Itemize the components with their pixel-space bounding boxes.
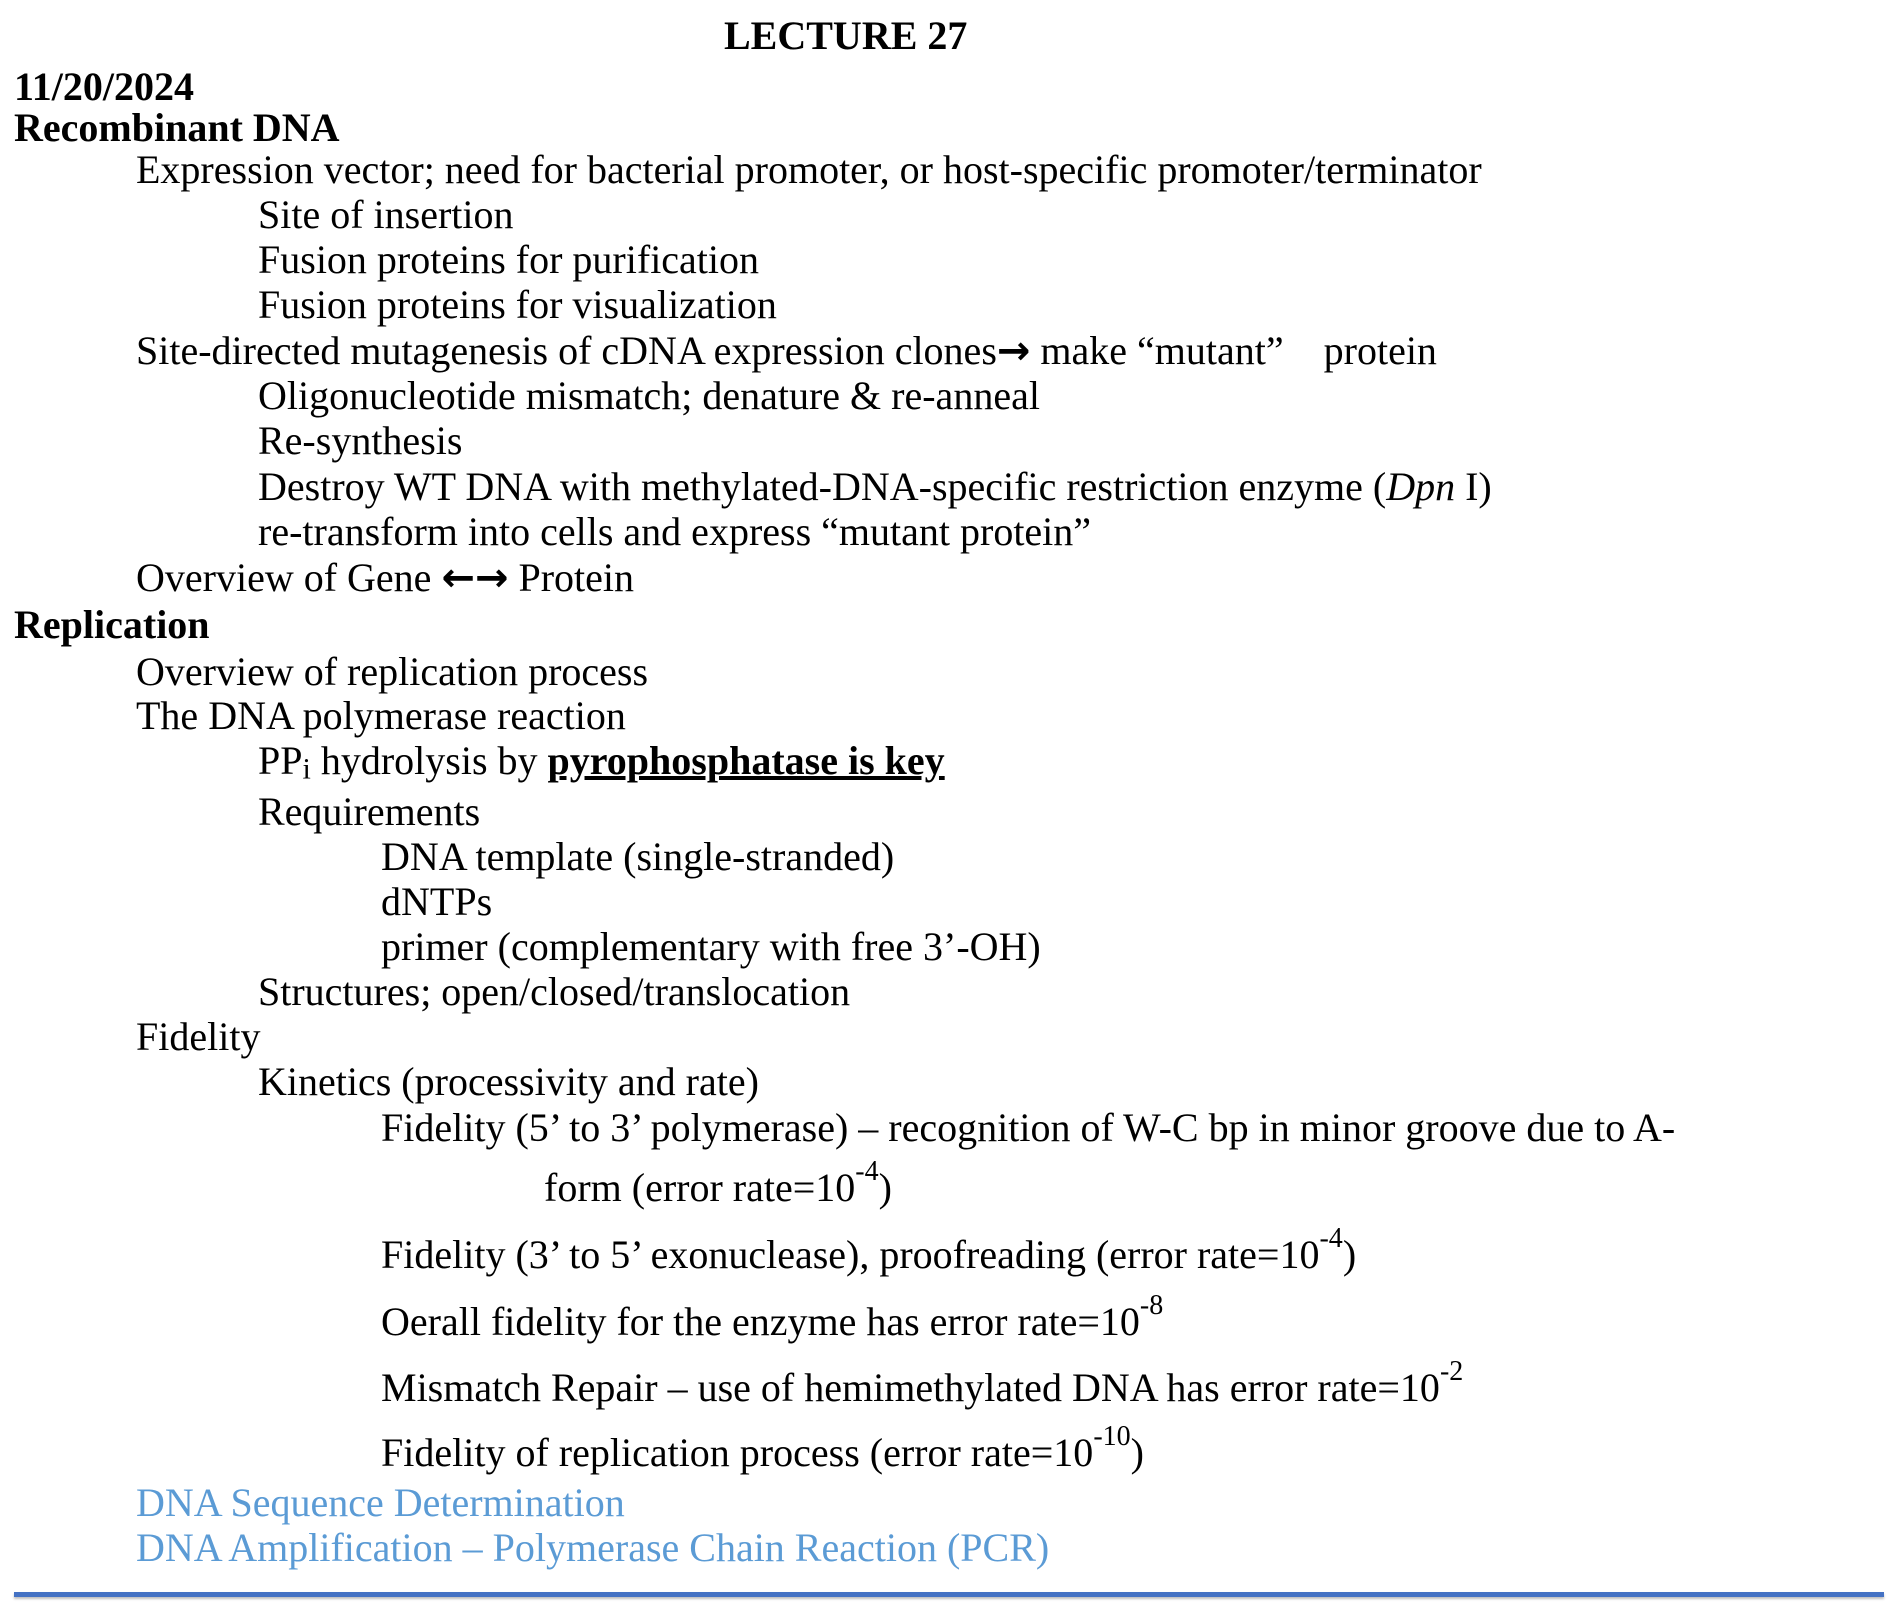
right-arrow-icon: → [996, 328, 1031, 374]
outline-item-ppi-hydrolysis [258, 738, 945, 786]
outline-item-site-of-insertion: Site of insertion [258, 192, 514, 237]
sdm-result-text: make “mutant” protein [1030, 328, 1437, 373]
outline-item-overview-gene-protein [136, 556, 634, 600]
outline-item-requirements: Requirements [258, 789, 481, 834]
fid4-exponent: -2 [1439, 1356, 1464, 1387]
outline-item-structures: Structures; open/closed/translocation [258, 969, 851, 1014]
section-heading-replication: Replication [14, 602, 210, 647]
fid5-close: ) [1130, 1430, 1144, 1475]
outline-item-fusion-visualization: Fusion proteins for visualization [258, 282, 777, 327]
ppi-subscript: i [302, 752, 311, 786]
outline-item-fusion-purification: Fusion proteins for purification [258, 237, 760, 282]
link-dna-amplification-pcr[interactable]: DNA Amplification – Polymerase Chain Reaction (PCR) [136, 1525, 1050, 1570]
fid5-exponent: -10 [1093, 1421, 1131, 1452]
outline-item-expression-vector: Expression vector; need for bacterial promoter, or host-specific promoter/terminator [136, 147, 1482, 192]
bidirectional-arrow-icon: ←→ [441, 555, 509, 601]
outline-item-fidelity-replication-process [381, 1421, 1144, 1475]
overview-suffix: Protein [508, 555, 635, 600]
outline-item-destroy-wt-dna [258, 465, 1492, 509]
fid1-text: form (error rate=10 [544, 1165, 856, 1210]
enzyme-name-italic: Dpn [1386, 464, 1456, 509]
link-dna-sequence-determination[interactable]: DNA Sequence Determination [136, 1480, 625, 1525]
outline-item-overall-fidelity [381, 1290, 1164, 1344]
outline-item-retransform: re-transform into cells and express “mutant protein” [258, 509, 1092, 554]
fid2-text: Fidelity (3’ to 5’ exonuclease), proofreading (error rate=10 [381, 1232, 1320, 1277]
lecture-title: LECTURE 27 [724, 13, 968, 58]
fid4-text: Mismatch Repair – use of hemimethylated DNA has error rate=10 [381, 1365, 1440, 1410]
outline-item-mismatch-repair [381, 1356, 1464, 1410]
outline-item-oligonucleotide-mismatch: Oligonucleotide mismatch; denature & re-anneal [258, 373, 1040, 418]
outline-item-fidelity-exonuclease [381, 1223, 1357, 1277]
pyrophosphatase-emphasis: pyrophosphatase is key [547, 738, 945, 783]
outline-item-overview-replication: Overview of replication process [136, 649, 649, 694]
fid2-exponent: -4 [1319, 1223, 1343, 1254]
sdm-text: Site-directed mutagenesis of cDNA expression clones [136, 328, 997, 373]
fid1-exponent: -4 [855, 1156, 879, 1187]
outline-item-primer: primer (complementary with free 3’-OH) [381, 924, 1041, 969]
footer-divider [14, 1592, 1884, 1597]
overview-text: Overview of Gene [136, 555, 442, 600]
outline-item-site-directed-mutagenesis [136, 329, 1437, 373]
ppi-text: hydrolysis by [310, 738, 548, 783]
outline-item-fidelity: Fidelity [136, 1014, 261, 1059]
section-heading-recombinant-dna: Recombinant DNA [14, 105, 340, 150]
outline-item-fidelity-polymerase-line1: Fidelity (5’ to 3’ polymerase) – recognition of W-C bp in minor groove due to A- [381, 1105, 1676, 1150]
fid1-close: ) [878, 1165, 892, 1210]
outline-item-kinetics: Kinetics (processivity and rate) [258, 1059, 759, 1104]
outline-item-dna-template: DNA template (single-stranded) [381, 834, 895, 879]
outline-item-fidelity-polymerase-line2 [544, 1156, 892, 1210]
destroy-text: Destroy WT DNA with methylated-DNA-specific restriction enzyme ( [258, 464, 1387, 509]
fid3-exponent: -8 [1139, 1290, 1164, 1321]
fid5-text: Fidelity of replication process (error rate=10 [381, 1430, 1094, 1475]
destroy-suffix: I) [1455, 464, 1492, 509]
outline-item-polymerase-reaction: The DNA polymerase reaction [136, 693, 626, 738]
outline-item-dntps: dNTPs [381, 879, 493, 924]
lecture-date: 11/20/2024 [14, 64, 195, 109]
outline-item-resynthesis: Re-synthesis [258, 418, 463, 463]
fid3-text: Oerall fidelity for the enzyme has error rate=10 [381, 1299, 1140, 1344]
ppi-base: PP [258, 738, 303, 783]
fid2-close: ) [1342, 1232, 1357, 1277]
